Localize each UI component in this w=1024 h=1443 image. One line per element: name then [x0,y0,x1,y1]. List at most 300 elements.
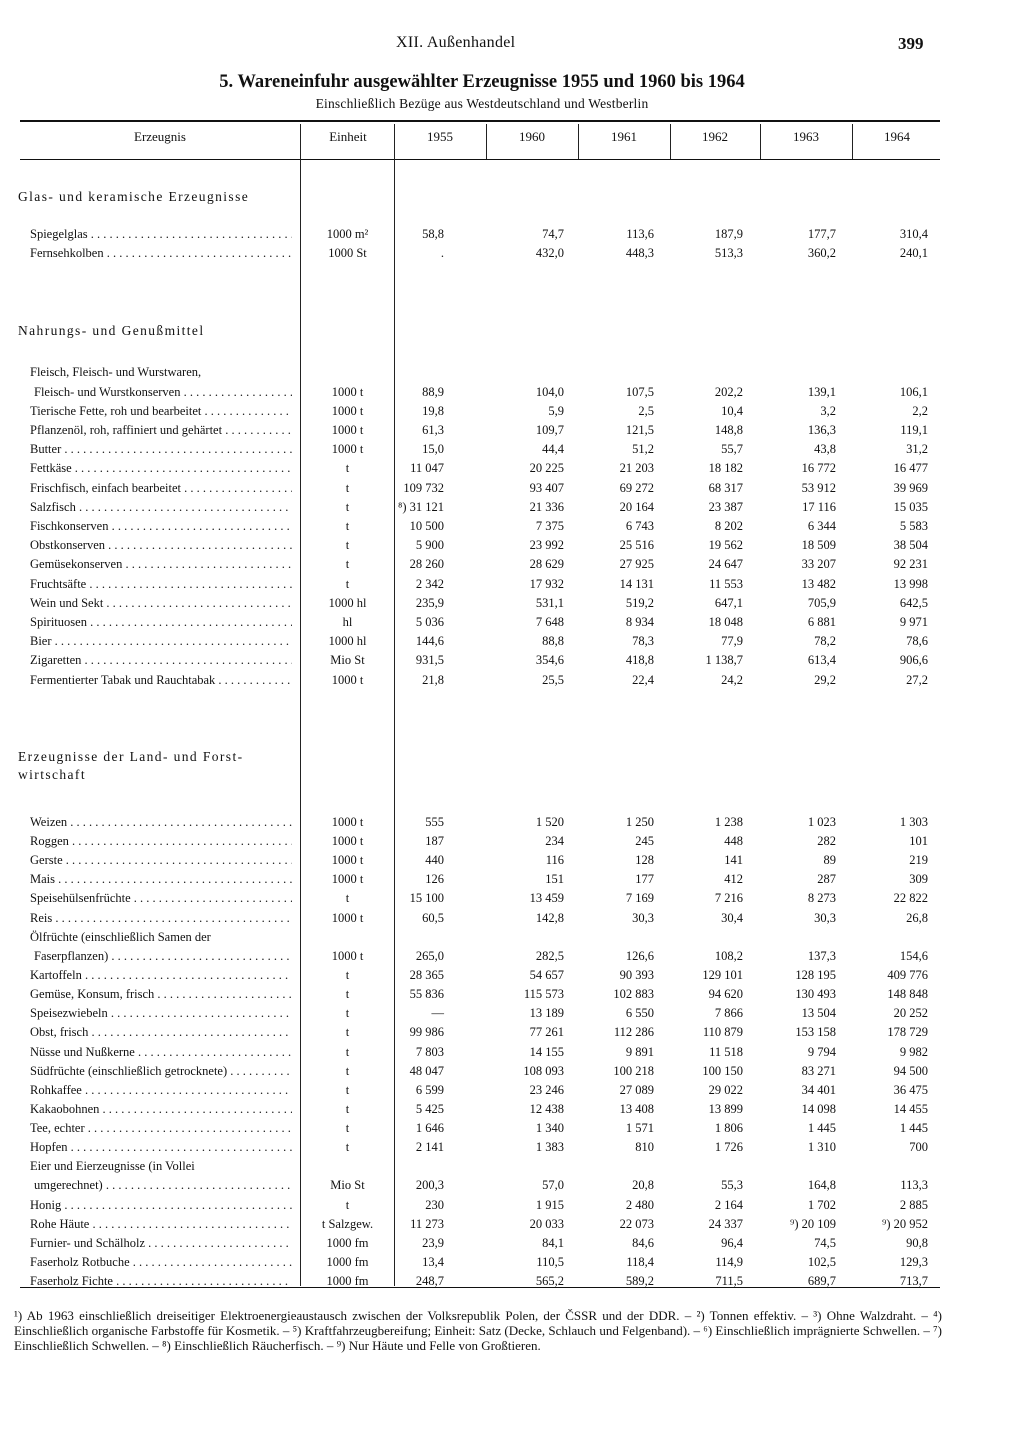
table-row [0,1157,1024,1176]
value-1962: 2 164 [714,1198,743,1212]
value-1964: 9 971 [899,615,928,629]
value-1964: 94 500 [893,1064,928,1078]
row-label: Weizen . . . [30,813,292,832]
value-1963: 360,2 [807,246,836,260]
value-1960: 354,6 [535,653,564,667]
value-1964: 36 475 [893,1083,928,1097]
row-label: Mais . . . [30,870,292,889]
value-1955: 28 365 [409,968,444,982]
table-row [0,909,1024,928]
value-1962: 77,9 [721,634,743,648]
value-1960: 57,0 [542,1178,564,1192]
value-1963: 164,8 [807,1178,836,1192]
row-unit: t [345,557,350,571]
row-label: Gemüse, Konsum, frisch . . . [30,985,292,1004]
value-1963: 130 493 [795,987,836,1001]
value-1964: 154,6 [899,949,928,963]
header-product: Erzeugnis [134,129,186,144]
value-1963: 53 912 [801,481,836,495]
value-1955: 15,0 [422,442,444,456]
value-1964: 14 455 [893,1102,928,1116]
table-row [0,517,1024,536]
value-1961: 84,6 [632,1236,654,1250]
value-1960: 44,4 [542,442,564,456]
table-row [0,651,1024,670]
row-label: Faserholz Rotbuche . . . [30,1253,292,1272]
value-1964: 92 231 [893,557,928,571]
value-1960: 142,8 [535,911,564,925]
value-1955: 187 [425,834,444,848]
value-1962: 55,7 [721,442,743,456]
value-1963: ⁹) 20 109 [789,1217,836,1231]
value-1964: 310,4 [899,227,928,241]
row-label: Kartoffeln . . . [30,966,292,985]
value-1963: 18 509 [801,538,836,552]
value-1964: 13 998 [893,577,928,591]
value-1960: 13 189 [529,1006,564,1020]
value-1964: 119,1 [900,423,928,437]
value-1955: 21,8 [422,673,444,687]
header-year-1960: 1960 [519,129,545,144]
table-row [0,1215,1024,1234]
row-label: Rohkaffee . . . [30,1081,292,1100]
value-1964: 31,2 [906,442,928,456]
value-1955: 440 [425,853,444,867]
value-1955: 19,8 [422,404,444,418]
table-row [0,1043,1024,1062]
value-1960: 25,5 [542,673,564,687]
row-unit: 1000 St [328,246,367,260]
value-1962: 13 899 [708,1102,743,1116]
row-label: Furnier- und Schälholz . . . [30,1234,292,1253]
value-1964: 5 583 [899,519,928,533]
row-label: Salzfisch . . . [30,498,292,517]
value-1962: 1 138,7 [705,653,743,667]
value-1961: 177 [635,872,654,886]
value-1964: 39 969 [893,481,928,495]
value-1955: 6 599 [415,1083,444,1097]
value-1961: 22,4 [632,673,654,687]
value-1961: 2,5 [638,404,654,418]
row-label: Obst, frisch . . . [30,1023,292,1042]
row-unit: 1000 t [331,834,364,848]
row-unit: t [345,577,350,591]
value-1960: 84,1 [542,1236,564,1250]
table-row [0,966,1024,985]
value-1960: 14 155 [529,1045,564,1059]
table-row [0,947,1024,966]
value-1955: 13,4 [422,1255,444,1269]
value-1962: 1 726 [714,1140,743,1154]
value-1962: 23 387 [708,500,743,514]
row-label: Gemüsekonserven . . . [30,555,292,574]
row-label: Faserholz Fichte . . . [30,1272,292,1291]
value-1964: 101 [909,834,928,848]
row-label: Spiegelglas . . . [30,225,292,244]
value-1960: 1 340 [535,1121,564,1135]
value-1955: 48 047 [409,1064,444,1078]
value-1963: 14 098 [801,1102,836,1116]
value-1960: 7 648 [535,615,564,629]
section-title: Glas- und keramische Erzeugnisse [18,189,250,204]
value-1964: 78,6 [906,634,928,648]
value-1960: 116 [545,853,564,867]
table-title: 5. Wareneinfuhr ausgewählter Erzeugnisse 1955 und 1960 bis 1964 [219,72,745,92]
value-1962: 1 806 [714,1121,743,1135]
footnotes: ¹) Ab 1963 einschließlich dreiseitiger Elektroenergieaustausch zwischen der Volksrepublik Polen, der ČSSR und der DDR. – ²) Tonnen effektiv. – ³) Ohne Walzdraht. – ⁴) Einschließlich organische Farbstoffe für Kosmetik. – ⁵) Kraftfahrzeugbereifung; Einheit: Satz (Decke, Schlauch und Felgenband). – ⁶) Einschließlich imprägnierte Schwellen. – ⁷) Einschließlich Schwellen. – ⁸) Einschließlich Räucherfisch. – ⁹) Nur Häute und Felle von Großtieren. [14,1308,942,1353]
value-1963: 6 344 [807,519,836,533]
value-1961: 21 203 [619,461,654,475]
table-row [0,985,1024,1004]
table-row [0,363,1024,382]
row-label: Fermentierter Tabak und Rauchtabak . . . [30,671,292,690]
value-1963: 177,7 [807,227,836,241]
table-row [0,225,1024,244]
row-unit: Mio St [330,1178,365,1192]
value-1955: ⁸) 31 121 [397,500,444,514]
value-1955: 7 803 [415,1045,444,1059]
value-1964: 22 822 [893,891,928,905]
value-1961: 118,4 [626,1255,654,1269]
table-row [0,928,1024,947]
value-1955: 55 836 [409,987,444,1001]
row-label: Zigaretten . . . [30,651,292,670]
table-row [0,1023,1024,1042]
value-1964: 219 [909,853,928,867]
table-row [0,813,1024,832]
row-unit: 1000 t [331,385,364,399]
value-1955: 555 [425,815,444,829]
header-year-1962: 1962 [702,129,728,144]
table-row [0,402,1024,421]
table-subtitle: Einschließlich Bezüge aus Westdeutschland und Westberlin [315,96,649,111]
row-label: Spirituosen . . . [30,613,292,632]
table-row [0,244,1024,263]
value-1964: 9 982 [899,1045,928,1059]
value-1962: 30,4 [721,911,743,925]
value-1960: 23 246 [529,1083,564,1097]
value-1963: 29,2 [814,673,836,687]
value-1960: 13 459 [529,891,564,905]
table-row [0,832,1024,851]
row-label: Obstkonserven . . . [30,536,292,555]
table-row [0,383,1024,402]
value-1963: 17 116 [802,500,836,514]
value-1962: 513,3 [714,246,743,260]
row-unit: t [345,987,350,1001]
row-label: Eier und Eierzeugnisse (in Vollei [30,1159,195,1173]
value-1963: 3,2 [820,404,836,418]
row-unit: 1000 t [331,423,364,437]
value-1962: 110 879 [702,1025,743,1039]
value-1963: 136,3 [807,423,836,437]
table-row [0,479,1024,498]
value-1955: 11 273 [410,1217,444,1231]
value-1963: 13 504 [801,1006,836,1020]
value-1960: 110,5 [536,1255,564,1269]
table-row [0,889,1024,908]
value-1962: 19 562 [708,538,743,552]
row-label: Speisezwiebeln . . . [30,1004,292,1023]
value-1963: 705,9 [807,596,836,610]
value-1963: 30,3 [814,911,836,925]
value-1961: 6 550 [625,1006,654,1020]
value-1963: 1 310 [807,1140,836,1154]
row-label: Kakaobohnen . . . [30,1100,292,1119]
table-row [0,1004,1024,1023]
row-unit: t [345,1064,350,1078]
value-1955: 15 100 [409,891,444,905]
value-1964: 2 885 [899,1198,928,1212]
value-1962: 412 [724,872,743,886]
value-1962: 18 182 [708,461,743,475]
value-1961: 107,5 [625,385,654,399]
row-unit: t [345,1198,350,1212]
value-1961: 102 883 [613,987,654,1001]
value-1955: 58,8 [422,227,444,241]
value-1962: 24 647 [708,557,743,571]
value-1963: 139,1 [807,385,836,399]
table-row [0,1119,1024,1138]
value-1961: 519,2 [625,596,654,610]
value-1962: 11 553 [709,577,743,591]
row-unit: 1000 t [331,872,364,886]
value-1963: 1 023 [807,815,836,829]
value-1960: 21 336 [529,500,564,514]
value-1963: 74,5 [814,1236,836,1250]
table-row [0,613,1024,632]
row-unit: 1000 fm [326,1274,369,1288]
value-1961: 100 218 [613,1064,654,1078]
table-row [0,1138,1024,1157]
value-1961: 1 571 [625,1121,654,1135]
value-1955: 23,9 [422,1236,444,1250]
value-1955: 931,5 [415,653,444,667]
value-1961: 22 073 [619,1217,654,1231]
value-1962: 129 101 [702,968,743,982]
row-label: Faserpflanzen) . . . [34,947,292,966]
table-row [0,1196,1024,1215]
value-1962: 24 337 [708,1217,743,1231]
value-1955: . [440,246,444,260]
value-1955: — [431,1006,444,1020]
value-1960: 88,8 [542,634,564,648]
row-label: umgerechnet) . . . [34,1176,292,1195]
value-1963: 34 401 [801,1083,836,1097]
value-1964: 240,1 [899,246,928,260]
value-1960: 1 520 [535,815,564,829]
value-1960: 282,5 [535,949,564,963]
value-1964: 409 776 [887,968,928,982]
table-row [0,421,1024,440]
value-1961: 9 891 [625,1045,654,1059]
value-1963: 78,2 [814,634,836,648]
value-1964: 713,7 [899,1274,928,1288]
row-unit: hl [342,615,353,629]
row-unit: t [345,1006,350,1020]
header-year-1961: 1961 [611,129,637,144]
section-title: Nahrungs- und Genußmittel [18,323,205,338]
value-1961: 6 743 [625,519,654,533]
value-1962: 148,8 [714,423,743,437]
value-1961: 128 [635,853,654,867]
row-label: Fleisch- und Wurstkonserven . . . [34,383,292,402]
value-1960: 54 657 [529,968,564,982]
value-1962: 68 317 [708,481,743,495]
row-unit: 1000 t [331,442,364,456]
section-title: Erzeugnisse der Land- und Forst- [18,749,244,764]
value-1963: 6 881 [807,615,836,629]
value-1962: 24,2 [721,673,743,687]
row-unit: t [345,1121,350,1135]
value-1961: 245 [635,834,654,848]
row-unit: 1000 t [331,911,364,925]
row-unit: 1000 t [331,853,364,867]
value-1964: 113,3 [900,1178,928,1192]
value-1955: 5 036 [415,615,444,629]
value-1964: 26,8 [906,911,928,925]
value-1964: 1 303 [899,815,928,829]
value-1963: 1 702 [807,1198,836,1212]
running-head: XII. Außenhandel [396,34,516,51]
value-1964: 90,8 [906,1236,928,1250]
value-1960: 20 225 [529,461,564,475]
value-1955: 126 [425,872,444,886]
row-unit: t [345,519,350,533]
table-row [0,459,1024,478]
row-label: Fleisch, Fleisch- und Wurstwaren, [30,365,202,379]
value-1961: 810 [635,1140,654,1154]
table-row [0,1234,1024,1253]
table-row [0,671,1024,690]
row-label: Nüsse und Nußkerne . . . [30,1043,292,1062]
table-row [0,632,1024,651]
value-1961: 20,8 [632,1178,654,1192]
row-unit: 1000 t [331,673,364,687]
value-1955: 60,5 [422,911,444,925]
value-1964: 148 848 [887,987,928,1001]
value-1961: 25 516 [619,538,654,552]
value-1960: 531,1 [535,596,564,610]
table-row [0,870,1024,889]
value-1955: 28 260 [409,557,444,571]
value-1955: 99 986 [409,1025,444,1039]
value-1955: 200,3 [415,1178,444,1192]
row-unit: Mio St [330,653,365,667]
row-label: Tierische Fette, roh und bearbeitet . . . [30,402,292,421]
value-1960: 104,0 [535,385,564,399]
value-1962: 202,2 [714,385,743,399]
row-unit: t [345,538,350,552]
row-label: Honig . . . [30,1196,292,1215]
value-1955: 5 900 [415,538,444,552]
value-1961: 20 164 [619,500,654,514]
row-label: Frischfisch, einfach bearbeitet . . . [30,479,292,498]
value-1955: 235,9 [415,596,444,610]
value-1961: 448,3 [625,246,654,260]
row-unit: t [345,1083,350,1097]
value-1963: 8 273 [807,891,836,905]
value-1960: 565,2 [535,1274,564,1288]
value-1962: 94 620 [708,987,743,1001]
row-unit: 1000 t [331,815,364,829]
value-1960: 28 629 [529,557,564,571]
row-label: Wein und Sekt . . . [30,594,292,613]
row-label: Pflanzenöl, roh, raffiniert und gehärtet . . . [30,421,292,440]
value-1960: 108 093 [523,1064,564,1078]
value-1964: 642,5 [899,596,928,610]
row-unit: t [345,1102,350,1116]
value-1964: 38 504 [893,538,928,552]
value-1955: 2 342 [415,577,444,591]
row-unit: 1000 fm [326,1255,369,1269]
value-1961: 121,5 [625,423,654,437]
row-unit: t Salzgew. [321,1217,374,1231]
table-row [0,1272,1024,1291]
value-1962: 187,9 [714,227,743,241]
value-1964: 2,2 [912,404,928,418]
value-1963: 613,4 [807,653,836,667]
table-row [0,1100,1024,1119]
value-1955: 109 732 [403,481,444,495]
value-1960: 12 438 [529,1102,564,1116]
row-label: Speisehülsenfrüchte . . . [30,889,292,908]
table-row [0,1176,1024,1195]
row-label: Fernsehkolben . . . [30,244,292,263]
value-1961: 27 925 [619,557,654,571]
row-label: Südfrüchte (einschließlich getrocknete) . . . [30,1062,292,1081]
value-1962: 448 [724,834,743,848]
value-1963: 33 207 [801,557,836,571]
value-1963: 43,8 [814,442,836,456]
value-1960: 234 [545,834,564,848]
value-1963: 83 271 [801,1064,836,1078]
value-1961: 7 169 [625,891,654,905]
value-1955: 5 425 [415,1102,444,1116]
value-1963: 9 794 [807,1045,836,1059]
row-unit: t [345,1025,350,1039]
value-1961: 126,6 [625,949,654,963]
value-1963: 102,5 [807,1255,836,1269]
value-1960: 115 573 [523,987,564,1001]
value-1955: 248,7 [415,1274,444,1288]
value-1960: 109,7 [535,423,564,437]
value-1960: 5,9 [548,404,564,418]
value-1961: 589,2 [625,1274,654,1288]
row-unit: t [345,1045,350,1059]
value-1962: 647,1 [714,596,743,610]
value-1963: 128 195 [795,968,836,982]
page-number: 399 [898,34,924,53]
value-1962: 96,4 [721,1236,743,1250]
value-1963: 16 772 [801,461,836,475]
value-1960: 23 992 [529,538,564,552]
value-1962: 10,4 [721,404,743,418]
value-1960: 20 033 [529,1217,564,1231]
row-label: Reis . . . [30,909,292,928]
value-1964: 178 729 [887,1025,928,1039]
value-1960: 93 407 [529,481,564,495]
value-1961: 51,2 [632,442,654,456]
row-label: Tee, echter . . . [30,1119,292,1138]
row-unit: 1000 hl [328,634,367,648]
value-1962: 7 866 [714,1006,743,1020]
value-1962: 108,2 [714,949,743,963]
row-label: Bier . . . [30,632,292,651]
value-1964: 700 [909,1140,928,1154]
value-1963: 287 [817,872,836,886]
table-row [0,851,1024,870]
